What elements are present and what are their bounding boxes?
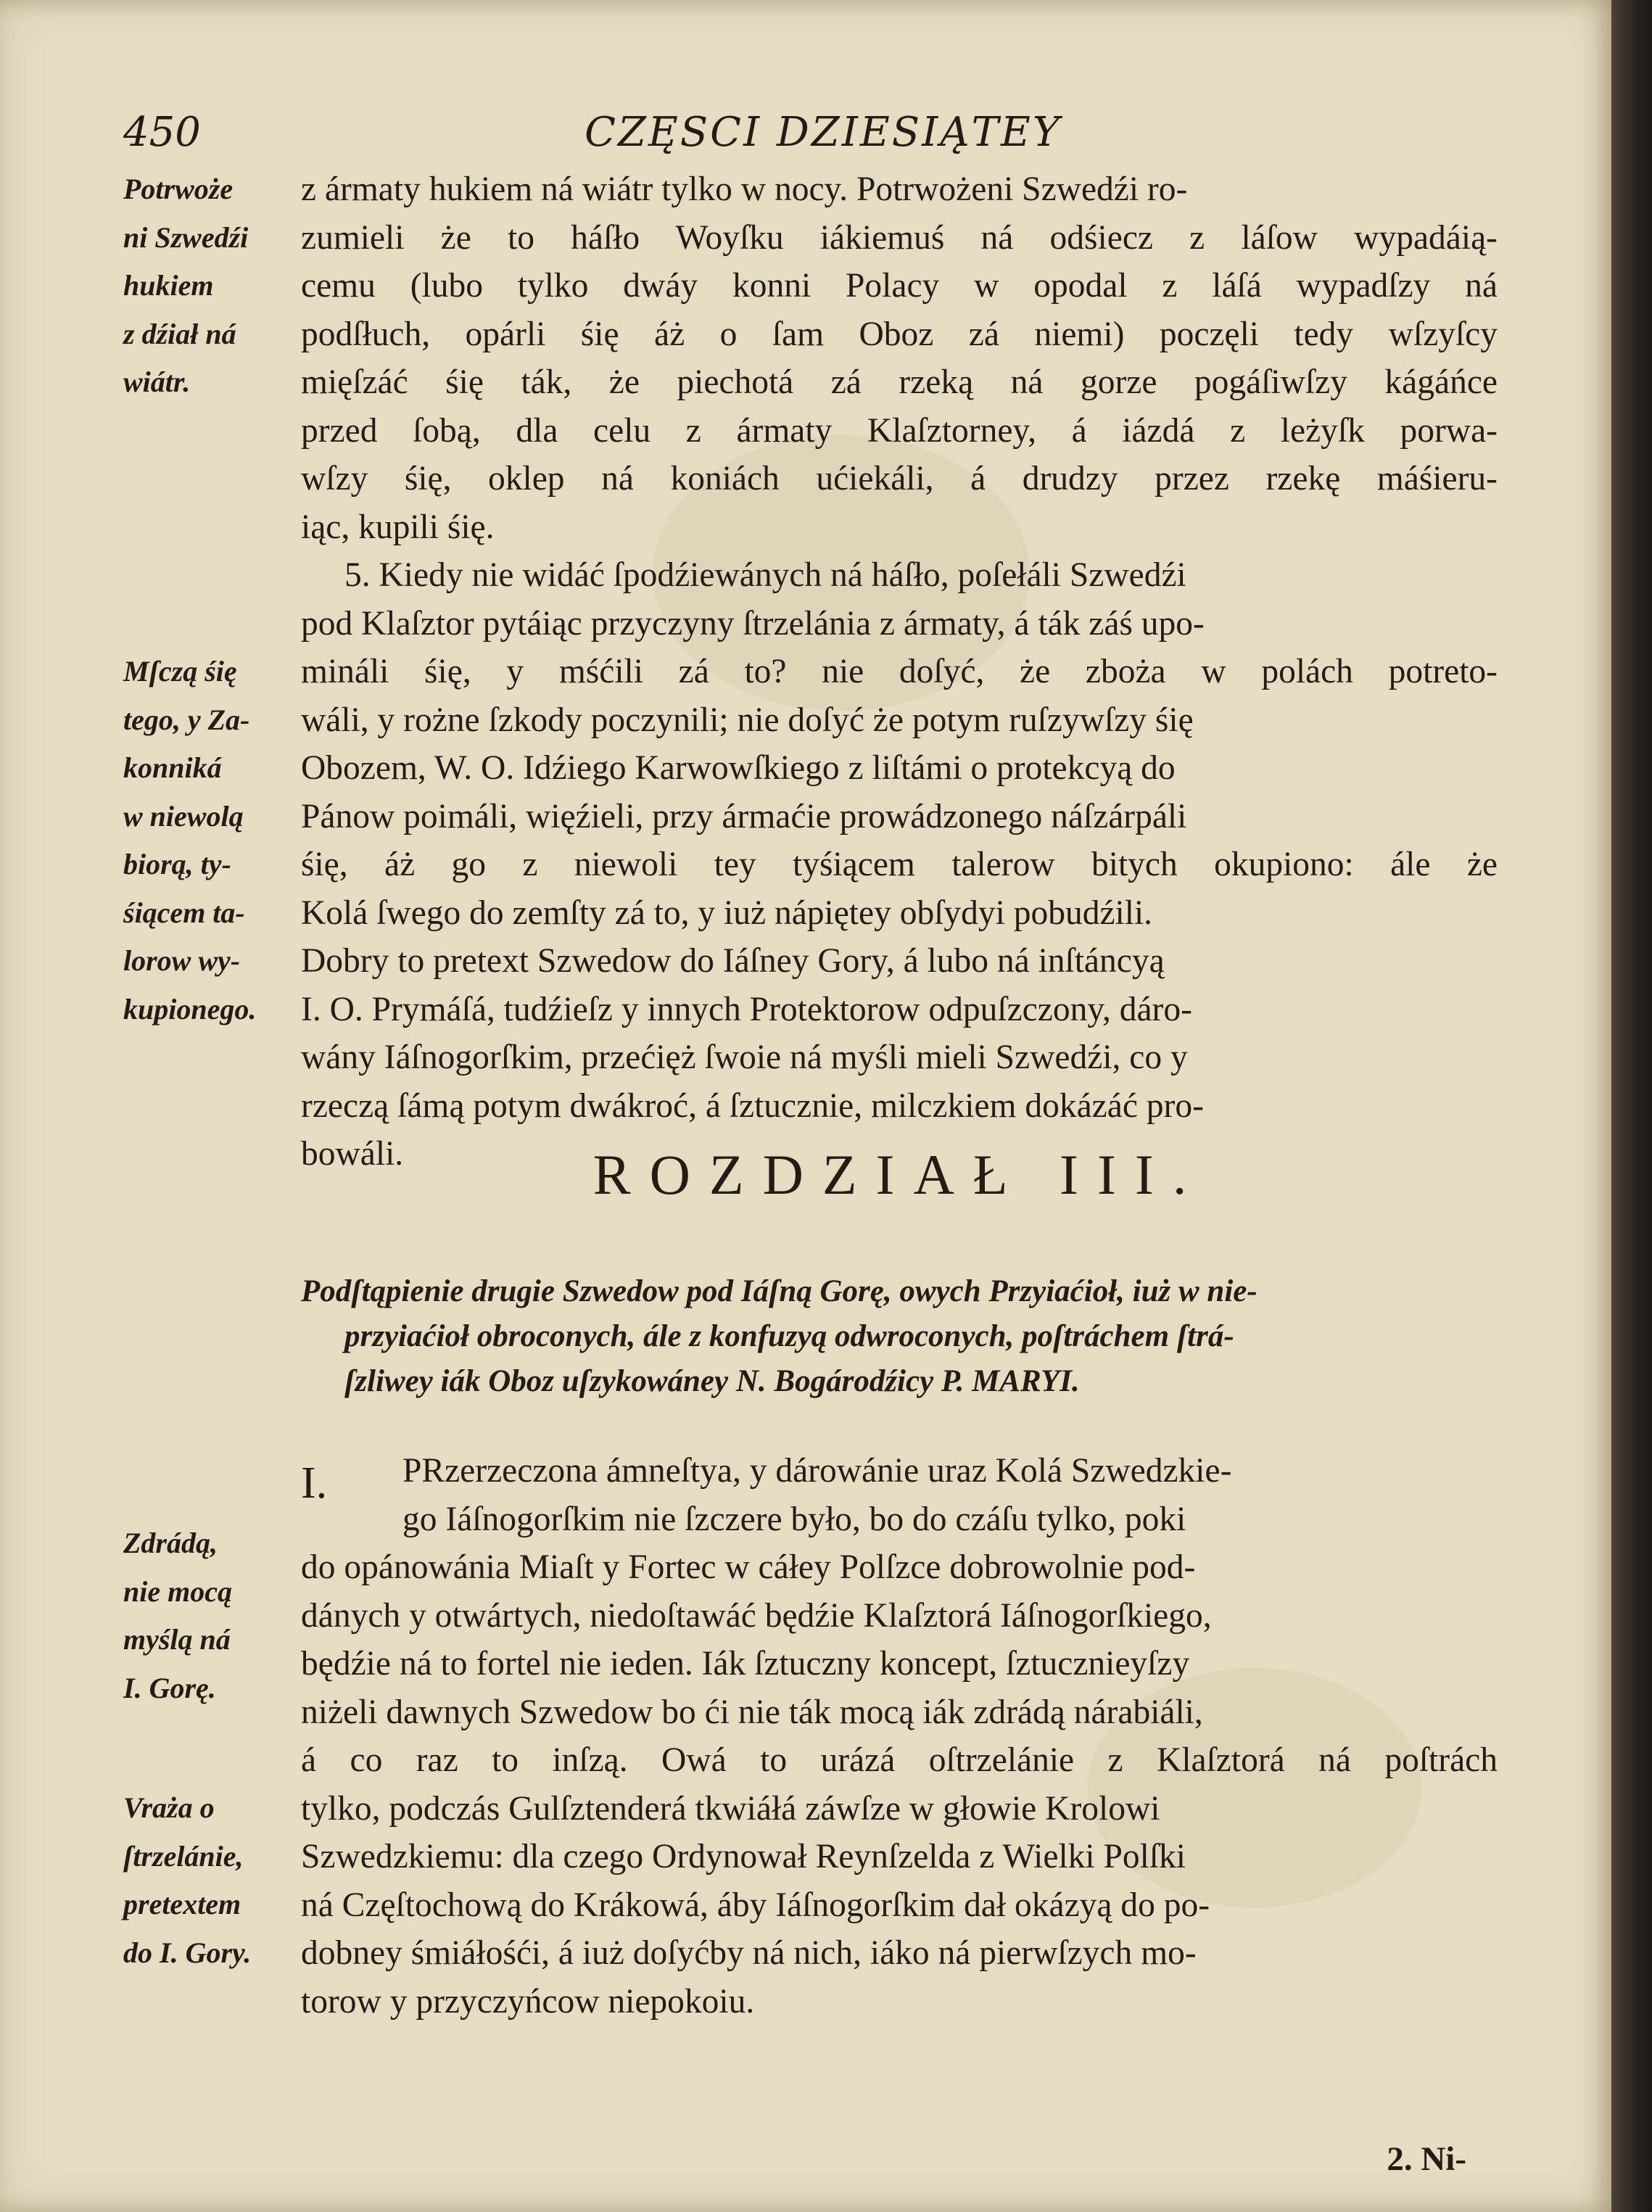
text-line: podſłuch, opárli śię áż o ſam Oboz zá niemi) poczęli tedy wſzyſcy [301, 315, 1498, 353]
text-line: pod Klaſztor pytáiąc przyczyny ſtrzelánia z ármaty, á ták záś upo- [301, 604, 1205, 643]
text-line: 5. Kiedy nie widáć ſpodźiewánych ná háſło, poſełáli Szwedźi [344, 556, 1186, 594]
text-line: torow y przyczyńcow niepokoiu. [301, 1982, 755, 2021]
margin-note [123, 1519, 297, 1712]
text-line: Obozem, W. O. Idźiego Karwowſkiego z liſtámi o protekcyą do [301, 749, 1176, 787]
margin-note-line: nie mocą [123, 1575, 232, 1608]
margin-note-line: myślą ná [123, 1623, 231, 1656]
margin-note-line: Zdrádą, [123, 1527, 218, 1559]
page-number: 450 [123, 109, 201, 156]
running-head: CZĘSCI DZIESIĄTEY [585, 109, 1062, 156]
margin-note-line: ni Szwedźi [123, 220, 249, 254]
margin-note-line: hukiem [123, 269, 214, 302]
margin-note-line: kupionego. [123, 992, 257, 1025]
margin-note-line: biorą, ty- [123, 848, 231, 880]
margin-note-line: śiącem ta- [123, 896, 245, 929]
text-line: iąc, kupili śię. [301, 508, 495, 546]
margin-note-line: Potrwoże [123, 173, 234, 205]
margin-note-line: konniká [123, 751, 222, 784]
text-line: wány Iáſnogorſkim, przećięż ſwoie ná myśli mieli Szwedźi, co y [301, 1039, 1188, 1076]
margin-note-line: Vraża o [123, 1791, 215, 1824]
text-line: Dobry to pretext Szwedow do Iáſney Gory, á lubo ná inſtáncyą [301, 942, 1165, 980]
book-spine-edge [1611, 0, 1652, 2212]
text-line: tylko, podczás Gulſztenderá tkwiáłá záwſze w głowie Krolowi [301, 1789, 1160, 1828]
text-line: Szwedzkiemu: dla czego Ordynował Reynſzelda z Wielki Polſki [301, 1838, 1186, 1875]
text-line: mináli śię, y mśćili zá to? nie doſyć, że zboża w polách potreto- [301, 653, 1498, 690]
catchword: 2. Ni- [1387, 2140, 1466, 2178]
text-line: Pánow poimáli, więźieli, przy ármaćie prowádzonego náſzárpáli [301, 797, 1187, 835]
text-line: I. O. Prymáſá, tudźieſz y innych Protektorow odpuſzczony, dáro- [301, 990, 1192, 1028]
margin-note-line: pretextem [123, 1888, 241, 1920]
margin-note-line: lorow wy- [123, 944, 241, 977]
text-line: mięſzáć śię ták, że piechotá zá rzeką ná gorze pogáſiwſzy kágáńce [301, 363, 1498, 401]
text-line: śię, áż go z niewoli tey tyśiącem talerow bitych okupiono: ále że [301, 846, 1498, 883]
chapter-title: ROZDZIAŁ III. [592, 1143, 1206, 1206]
text-line: wáli, y rożne ſzkody poczynili; nie doſyć że potym ruſzywſzy śię [301, 701, 1194, 739]
text-line: przed ſobą, dla celu z ármaty Klaſztorney, á iázdá z leżyſk porwa- [301, 411, 1498, 450]
text-line: wſzy śię, oklep ná koniách ućiekáli, á drudzy przez rzekę máśieru- [301, 460, 1498, 498]
summary-line: przyiaćioł obroconych, ále z konfuzyą odwroconych, poſtráchem ſtrá- [344, 1319, 1234, 1353]
summary-line: Podſtąpienie drugie Szwedow pod Iáſną Gorę, owych Przyiaćioł, iuż w nie- [301, 1274, 1257, 1308]
margin-note [123, 648, 297, 1033]
text-line: zumieli że to háſło Woyſku iákiemuś ná odśiecz z láſow wypadáią- [301, 218, 1498, 257]
text-line: będźie ná to fortel nie ieden. Iák ſztuczny koncept, ſztucznieyſzy [301, 1645, 1190, 1683]
section-number: I. [301, 1458, 328, 1508]
margin-note-line: tego, y Za- [123, 703, 250, 736]
margin-note-line: I. Gorę. [123, 1671, 216, 1704]
margin-note [123, 1784, 297, 1977]
text-line: z ármaty hukiem ná wiátr tylko w nocy. Potrwożeni Szwedźi ro- [301, 170, 1188, 208]
text-line: ná Częſtochową do Krákowá, áby Iáſnogorſkim dał okázyą do po- [301, 1886, 1210, 1924]
text-line: PRzerzeczona ámneſtya, y dárowánie uraz Kolá Szwedzkie- [402, 1452, 1232, 1490]
text-line: dobney śmiáłośći, á iuż doſyćby ná nich, iáko ná pierwſzych mo- [301, 1934, 1197, 1972]
chapter-summary [301, 1269, 1498, 1404]
text-line: á co raz to inſzą. Owá to urázá oſtrzelánie z Klaſztorá ná poſtrách [301, 1741, 1498, 1779]
text-line: dánych y otwártych, niedoſtawáć będźie Klaſztorá Iáſnogorſkiego, [301, 1596, 1212, 1635]
text-line: go Iáſnogorſkim nie ſzczere było, bo do czáſu tylko, poki [402, 1500, 1186, 1538]
margin-note-line: w niewolą [123, 799, 244, 833]
paragraph-section-1 [301, 165, 1498, 551]
margin-note-line: wiátr. [123, 366, 191, 398]
margin-note [123, 165, 297, 407]
text-line: rzeczą ſámą potym dwákroć, á ſztucznie, milczkiem dokázáć pro- [301, 1086, 1204, 1125]
text-line: Kolá ſwego do zemſty zá to, y iuż nápiętey obſydyi pobudźili. [301, 894, 1153, 932]
margin-note-line: z dźiał ná [123, 317, 236, 350]
margin-note-line: ſtrzelánie, [123, 1839, 244, 1873]
margin-note-line: Mſczą śię [123, 655, 237, 688]
text-line: cemu (lubo tylko dwáy konni Polacy w opodal z láſá wypadſzy ná [301, 267, 1498, 305]
summary-line: ſzliwey iák Oboz uſzykowáney N. Bogárodźicy P. MARYI. [344, 1364, 1080, 1398]
paragraph-section-2 [301, 551, 1498, 1179]
text-line: niżeli dawnych Szwedow bo ći nie ták mocą iák zdrádą nárabiáli, [301, 1693, 1203, 1731]
text-line: do opánowánia Miaſt y Fortec w cáłey Polſzce dobrowolnie pod- [301, 1548, 1196, 1586]
margin-note-line: do I. Gory. [123, 1936, 252, 1969]
paragraph-section-3 [301, 1447, 1498, 2026]
text-line: bowáli. [301, 1135, 404, 1173]
page-header [123, 109, 1523, 174]
